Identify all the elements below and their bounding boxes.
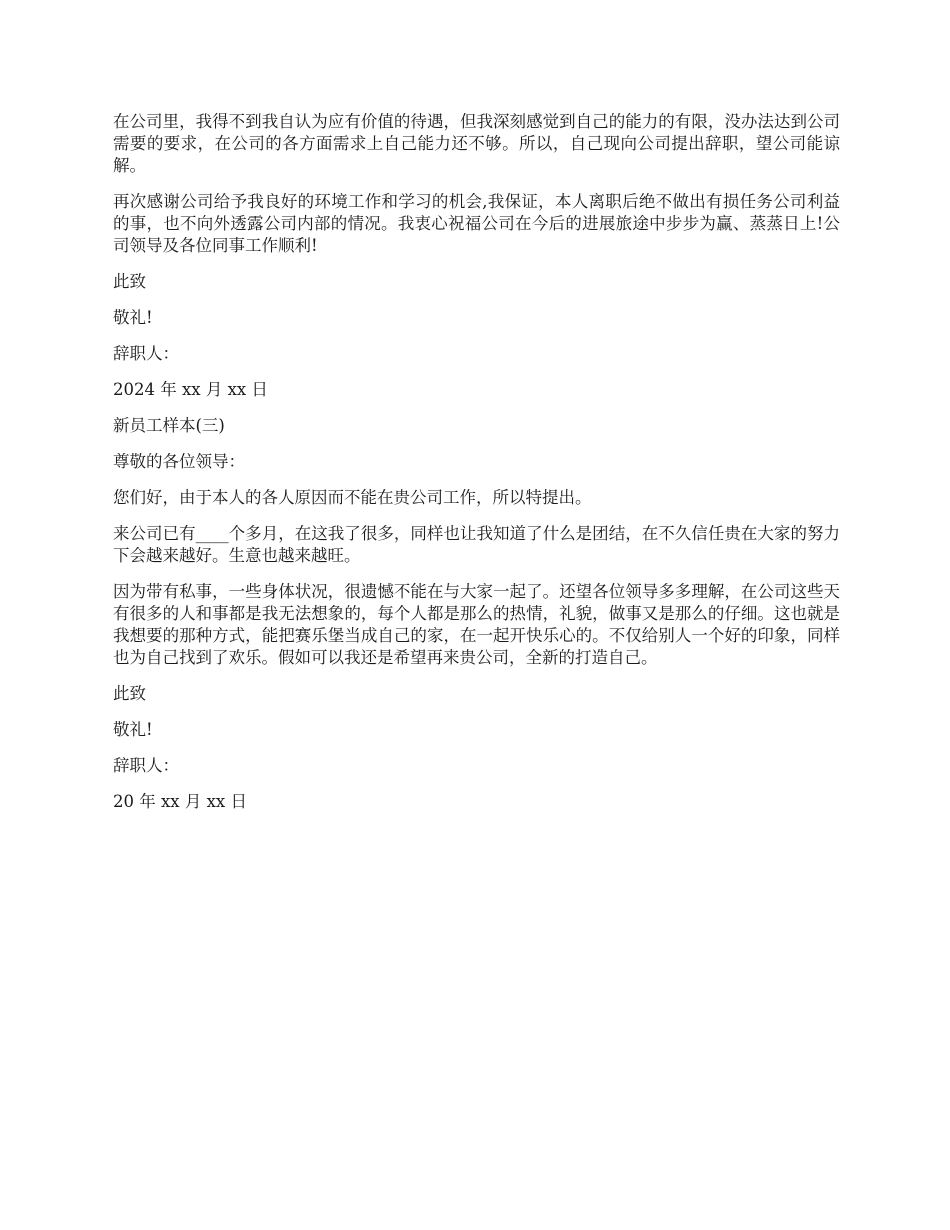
greeting: 尊敬的各位领导：: [113, 452, 245, 471]
paragraph-intro: 您们好，由于本人的各人原因而不能在贵公司工作，所以特提出。: [113, 488, 592, 507]
paragraph-thanks: 再次感谢公司给予我良好的环境工作和学习的机会,我保证，本人离职后绝不做出有损任务公司利益的事，也不向外透露公司内部的情况。我衷心祝福公司在今后的进展旅途中步步为赢、蒸蒸日上!公司领导及各位同事工作顺利!: [113, 192, 840, 255]
salutation: 敬礼!: [113, 308, 153, 327]
paragraph-apology: 在公司里，我得不到我自认为应有价值的待遇，但我深刻感觉到自己的能力的有限，没办法达到公司需要的要求，在公司的各方面需求上自己能力还不够。所以，自己现向公司提出辞职，望公司能谅解。: [113, 112, 840, 175]
signer-label-2: 辞职人：: [113, 756, 179, 775]
closing-phrase-2: 此致: [113, 684, 146, 703]
letter-date: 2024 年 xx 月 xx 日: [113, 380, 268, 399]
salutation-2: 敬礼!: [113, 720, 153, 739]
sample-title: 新员工样本(三): [113, 416, 225, 435]
closing-phrase: 此致: [113, 272, 146, 291]
paragraph-reason: 因为带有私事，一些身体状况，很遗憾不能在与大家一起了。还望各位领导多多理解，在公司这些天有很多的人和事都是我无法想象的，每个人都是那么的热情，礼貌，做事又是那么的仔细。这也就是我想要的那种方式，能把赛乐堡当成自己的家，在一起开快乐心的。不仅给别人一个好的印象，同样也为自己找到了欢乐。假如可以我还是希望再来贵公司，全新的打造自己。: [113, 582, 840, 667]
signer-label: 辞职人：: [113, 344, 179, 363]
letter-date-2: 20 年 xx 月 xx 日: [113, 792, 247, 811]
document-page: [113, 111, 840, 827]
paragraph-experience: 来公司已有____个多月，在这我了很多，同样也让我知道了什么是团结，在不久信任贵在大家的努力下会越来越好。生意也越来越旺。: [113, 524, 840, 565]
